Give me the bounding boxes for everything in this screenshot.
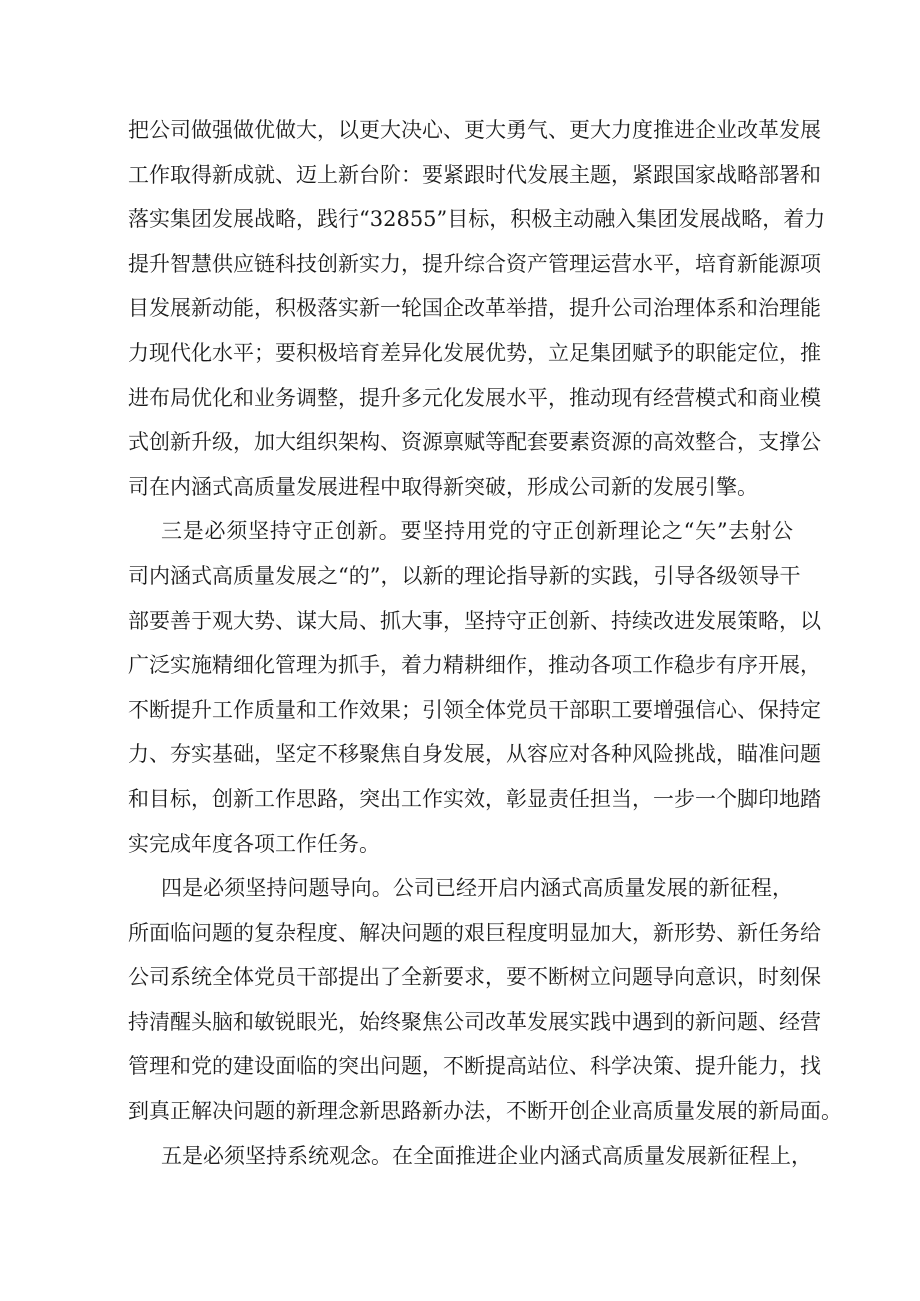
text-line: 把公司做强做优做大，以更大决心、更大勇气、更大力度推进企业改革发展 (128, 118, 821, 142)
text-line: 持清醒头脑和敏锐眼光，始终聚焦公司改革发展实践中遇到的新问题、经营 (128, 1009, 821, 1034)
text-line: 司在内涵式高质量发展进程中取得新突破，形成公司新的发展引擎。 (128, 474, 758, 499)
text-line: 不断提升工作质量和工作效果；引领全体党员干部职工要增强信心、保持定 (128, 697, 821, 722)
text-line: 式创新升级，加大组织架构、资源禀赋等配套要素资源的高效整合，支撑公 (128, 430, 821, 455)
text-line: 提升智慧供应链科技创新实力，提升综合资产管理运营水平，培育新能源项 (128, 251, 821, 276)
text-line: 落实集团发展战略，践行“32855”目标，积极主动融入集团发展战略，着力 (128, 207, 826, 232)
text-line: 到真正解决问题的新理念新思路新办法，不断开创企业高质量发展的新局面。 (128, 1099, 842, 1124)
text-line: 进布局优化和业务调整，提升多元化发展水平，推动现有经营模式和商业模 (128, 385, 821, 410)
document-body (128, 108, 842, 1178)
text-line: 管理和党的建设面临的突出问题，不断提高站位、科学决策、提升能力，找 (128, 1054, 821, 1079)
text-line: 工作取得新成就、迈上新台阶：要紧跟时代发展主题，紧跟国家战略部署和 (128, 162, 821, 187)
text-line: 实完成年度各项工作任务。 (128, 831, 380, 856)
text-line: 三是必须坚持守正创新。要坚持用党的守正创新理论之“矢”去射公 (161, 519, 793, 544)
paragraph (128, 509, 821, 866)
text-line: 目发展新动能，积极落实新一轮国企改革举措，提升公司治理体系和治理能 (128, 296, 821, 321)
text-line: 公司系统全体党员干部提出了全新要求，要不断树立问题导向意识，时刻保 (128, 965, 821, 990)
text-line: 部要善于观大势、谋大局、抓大事，坚持守正创新、持续改进发展策略，以 (128, 608, 821, 633)
text-line: 力、夯实基础，坚定不移聚焦自身发展，从容应对各种风险挑战，瞄准问题 (128, 742, 821, 767)
text-line: 四是必须坚持问题导向。公司已经开启内涵式高质量发展的新征程， (161, 876, 793, 901)
paragraph (128, 866, 842, 1134)
text-line: 力现代化水平；要积极培育差异化发展优势，立足集团赋予的职能定位，推 (128, 340, 821, 365)
paragraph (128, 1134, 812, 1179)
text-line: 和目标，创新工作思路，突出工作实效，彰显责任担当，一步一个脚印地踏 (128, 786, 821, 811)
text-line: 五是必须坚持系统观念。在全面推进企业内涵式高质量发展新征程上， (161, 1143, 812, 1168)
text-line: 司内涵式高质量发展之“的”，以新的理论指导新的实践，引导各级领导干 (128, 563, 801, 588)
text-line: 广泛实施精细化管理为抓手，着力精耕细作，推动各项工作稳步有序开展， (128, 653, 821, 678)
paragraph (128, 108, 826, 509)
text-line: 所面临问题的复杂程度、解决问题的艰巨程度明显加大，新形势、新任务给 (128, 920, 821, 945)
